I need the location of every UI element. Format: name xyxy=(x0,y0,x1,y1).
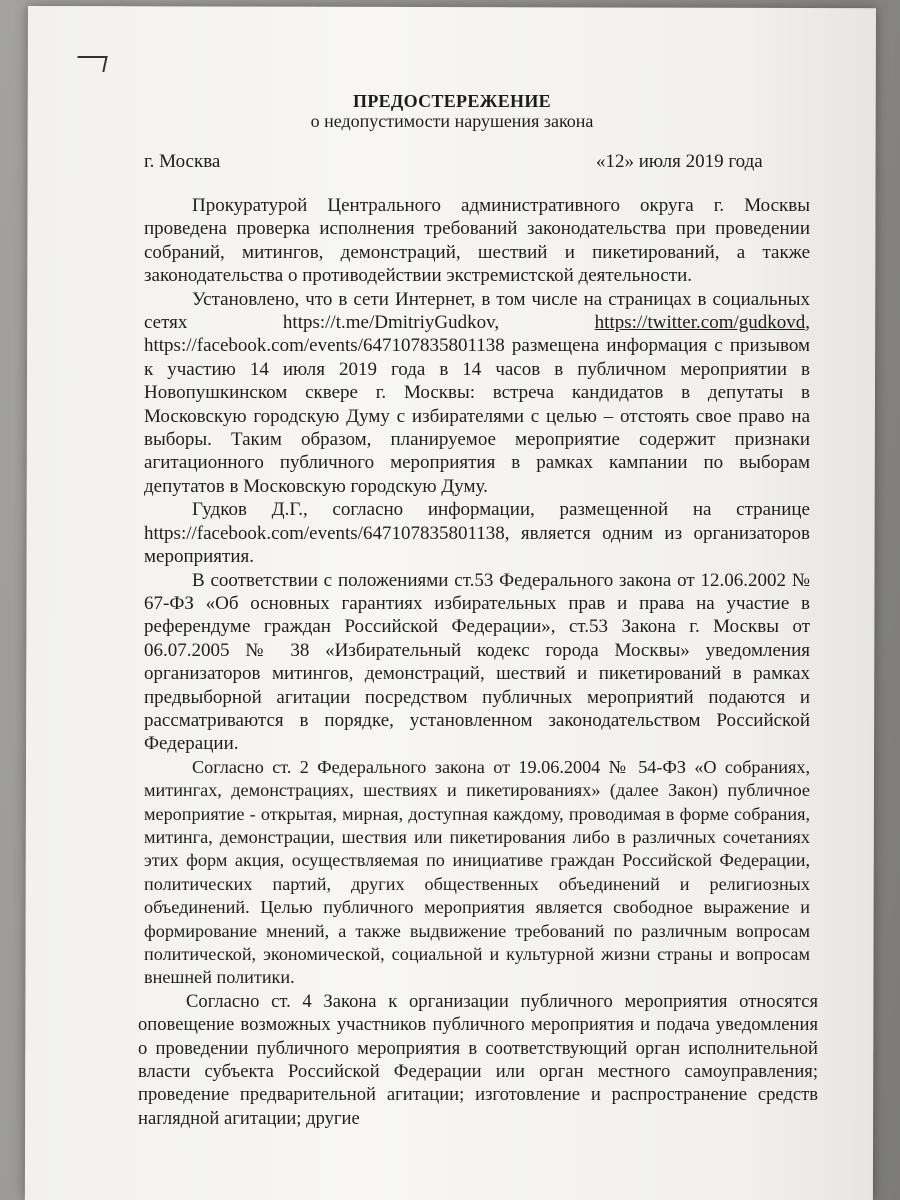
document-subtitle: о недопустимости нарушения закона xyxy=(310,111,594,131)
paragraph-2-start: Установлено, что в сети Интернет, в том числе на страницах в социальных сетях https://t.me/DmitriyGudkov, xyxy=(144,288,810,334)
paragraph-6: Согласно ст. 4 Закона к организации публичного мероприятия относятся оповещение возможных участников публичного мероприятия и подача уведомления о проведении публичного мероприятия в соответствующий орган исполнительной власти субъекта Российской Федерации или орган местного самоуправления; проведение предварительной агитации; изготовление и распространение средств наглядной агитации; другие xyxy=(138,990,818,1129)
twitter-link: https://twitter.com/gudkovd xyxy=(594,312,806,334)
paragraph-3: Гудков Д.Г., согласно информации, размещенной на странице https://facebook.com/events/647107835801138, является одним из организаторов мероприятия. xyxy=(144,499,810,568)
paragraph-4: В соответствии с положениями ст.53 Федерального закона от 12.06.2002 № 67-ФЗ «Об основных гарантиях избирательных прав и права на участие в референдуме граждан Российской Федерации», ст.53 Закона г. Москвы от 06.07.2005 № 38 «Избирательный кодекс города Москвы» уведомления организаторов митингов, демонстраций, шествий и пикетирований в рамках предвыборной агитации посредством публичных мероприятий подаются и рассматриваются в порядке, установленном законодательством Российской Федерации. xyxy=(144,569,810,755)
paragraph-5: Согласно ст. 2 Федерального закона от 19.06.2004 № 54-ФЗ «О собраниях, митингах, демонстрациях, шествиях и пикетированиях» (далее Закон) публичное мероприятие - открытая, мирная, доступная каждому, проводимая в форме собрания, митинга, демонстрации, шествия или пикетирования либо в различных сочетаниях этих форм акция, осуществляемая по инициативе граждан Российской Федерации, политических партий, других общественных объединений и религиозных объединений. Целью публичного мероприятия является свободное выражение и формирование мнений, а также выдвижение требований по различным вопросам политической, экономической, социальной и культурной жизни страны и вопросам внешней политики. xyxy=(144,756,810,988)
paragraph-1: Прокуратурой Центрального административного округа г. Москвы проведена проверка исполнения требований законодательства при проведении собраний, митингов, демонстраций, шествий и пикетирований, а также законодательства о противодействии экстремистской деятельности. xyxy=(144,195,810,287)
document-title: ПРЕДОСТЕРЕЖЕНИЕ xyxy=(353,91,551,111)
handwritten-mark xyxy=(74,56,107,72)
paragraph-2-end: , https://facebook.com/events/647107835801138 размещена информация с призывом к участию 14 июля 2019 года в 14 часов в публичном мероприятии в Новопушкинском сквере г. Москвы: встреча кандидатов в депутаты в Московскую городскую Думу с избирателями с целью – отстоять свое право на выборы. Таким образом, планируемое мероприятие содержит признаки агитационного публичного мероприятия в рамках кампании по выборам депутатов в Московскую городскую Думу. xyxy=(144,312,810,497)
document-date: «12» июля 2019 года xyxy=(596,151,763,172)
paragraph-2 xyxy=(144,288,810,499)
document-body xyxy=(138,194,818,1130)
document-city: г. Москва xyxy=(144,151,221,172)
